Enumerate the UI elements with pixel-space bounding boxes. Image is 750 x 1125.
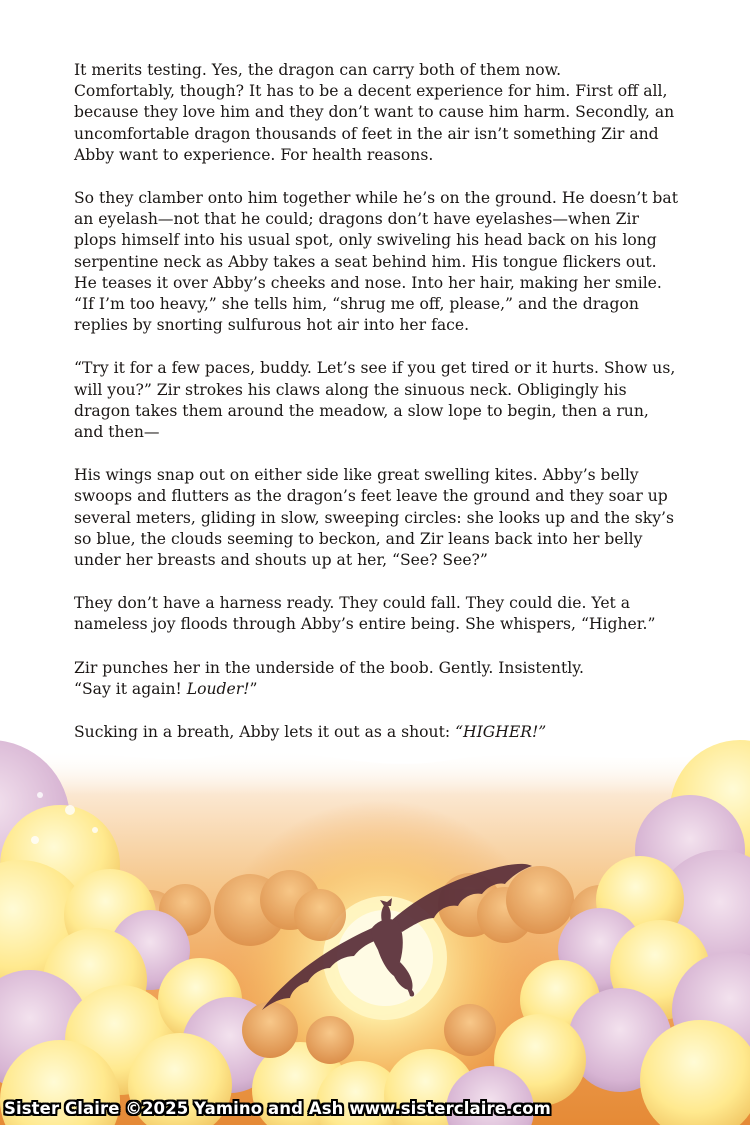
story-text-run: under her breasts and shouts up at her, “See? See?” [74, 551, 488, 570]
story-text-run: because they love him and they don’t want to cause him harm. Secondly, an [74, 103, 675, 122]
story-line [74, 273, 686, 294]
story-text-run: They don’t have a harness ready. They could fall. They could die. Yet a [74, 594, 631, 613]
story-text-run: serpentine neck as Abby takes a seat behind him. His tongue flickers out. [74, 252, 657, 271]
story-text-run: He teases it over Abby’s cheeks and nose. Into her hair, making her smile. [74, 273, 662, 292]
story-line [74, 614, 686, 635]
story-text-run: ” [249, 679, 258, 698]
story-line [74, 145, 686, 166]
story-text-run: replies by snorting sulfurous hot air into her face. [74, 316, 470, 335]
story-line [74, 380, 686, 401]
story-text-run: several meters, gliding in slow, sweeping circles: she looks up and the sky’s [74, 508, 675, 527]
story-paragraph [74, 188, 686, 336]
footer-credit: Sister Claire ©2025 Yamino and Ash www.sisterclaire.com [4, 1099, 551, 1118]
story-line [74, 465, 686, 486]
story-text [74, 60, 686, 765]
story-line [74, 81, 686, 102]
story-text-run: will you?” Zir strokes his claws along the sinuous neck. Obligingly his [74, 380, 627, 399]
story-line [74, 658, 686, 679]
story-text-run: an eyelash—not that he could; dragons don’t have eyelashes—when Zir [74, 210, 639, 229]
story-line [74, 60, 686, 81]
story-text-run: swoops and flutters as the dragon’s feet leave the ground and they soar up [74, 487, 668, 506]
story-line [74, 508, 686, 529]
story-text-run: So they clamber onto him together while he’s on the ground. He doesn’t bat [74, 189, 678, 208]
story-line [74, 315, 686, 336]
story-text-run: It merits testing. Yes, the dragon can carry both of them now. [74, 61, 562, 79]
story-text-run: Zir punches her in the underside of the boob. Gently. Insistently. [74, 658, 584, 677]
story-paragraph [74, 465, 686, 571]
story-line [74, 230, 686, 251]
story-line [74, 188, 686, 209]
story-line [74, 209, 686, 230]
story-line [74, 679, 686, 700]
story-text-run: “Try it for a few paces, buddy. Let’s see if you get tired or it hurts. Show us, [74, 359, 676, 378]
story-line [74, 252, 686, 273]
story-paragraph [74, 60, 686, 166]
story-text-run: “If I’m too heavy,” she tells him, “shrug me off, please,” and the dragon [74, 295, 639, 314]
story-paragraph [74, 658, 686, 700]
story-line [74, 124, 686, 145]
story-text-run: uncomfortable dragon thousands of feet in the air isn’t something Zir and [74, 124, 659, 143]
sunset-scene [0, 700, 750, 1125]
story-text-run: plops himself into his usual spot, only swiveling his head back on his long [74, 231, 657, 250]
story-line [74, 294, 686, 315]
story-line [74, 593, 686, 614]
story-line [74, 102, 686, 123]
story-text-run: Comfortably, though? It has to be a decent experience for him. First off all, [74, 82, 668, 101]
story-text-run: “Say it again! [74, 679, 187, 698]
emphasis-text: Louder! [186, 679, 250, 698]
story-text-run: so blue, the clouds seeming to beckon, and Zir leans back into her belly [74, 529, 643, 548]
story-line [74, 550, 686, 571]
story-text-run: nameless joy floods through Abby’s entire being. She whispers, “Higher.” [74, 615, 656, 634]
story-line [74, 422, 686, 443]
story-text-run: dragon takes them around the meadow, a slow lope to begin, then a run, [74, 401, 649, 420]
sunset-illustration [0, 700, 750, 1125]
story-text-run: Abby want to experience. For health reasons. [74, 145, 434, 164]
story-paragraph [74, 358, 686, 443]
story-line [74, 401, 686, 422]
story-line [74, 529, 686, 550]
story-line [74, 486, 686, 507]
story-text-run: and then— [74, 423, 160, 442]
story-paragraph [74, 593, 686, 635]
story-line [74, 358, 686, 379]
story-text-run: His wings snap out on either side like great swelling kites. Abby’s belly [74, 466, 639, 485]
